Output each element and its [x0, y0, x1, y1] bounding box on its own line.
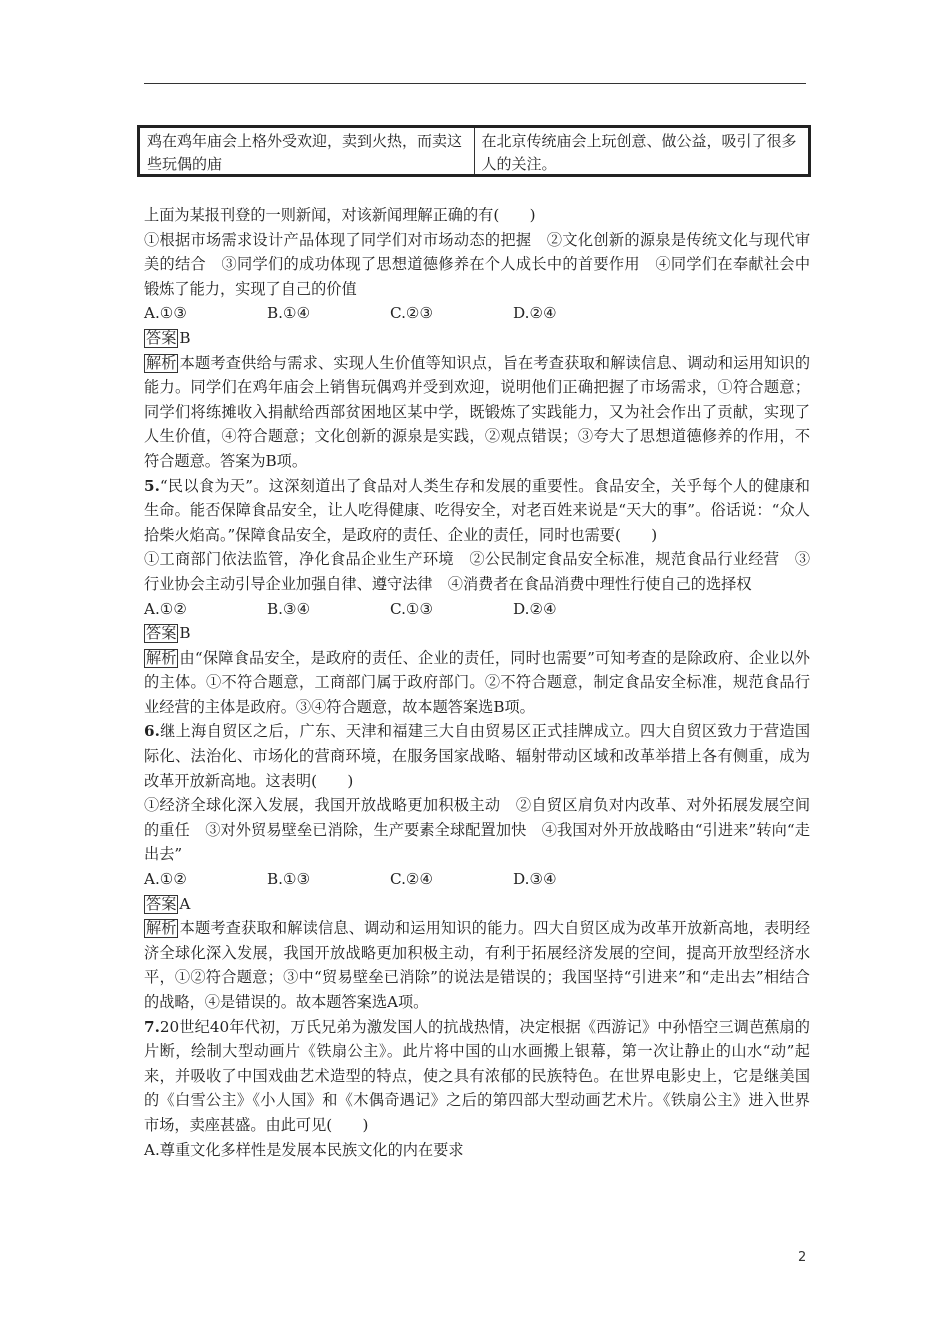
q4-option-d: D.②④ — [513, 304, 557, 323]
q5-option-c: C.①③ — [390, 599, 434, 618]
q4-option-a: A.①③ — [144, 304, 188, 323]
analysis-tag: 解析 — [146, 919, 177, 938]
q6-stem-text: 继上海自贸区之后，广东、天津和福建三大自由贸易区正式挂牌成立。四大自贸区致力于营造国际化、法治化、市场化的营商环境，在服务国家战略、辐射带动区域和改革举措上各有侧重，成为改革开放新高地。这表明( ) — [144, 722, 810, 790]
q6-analysis — [144, 916, 810, 1014]
answer-tag: 答案 — [146, 624, 177, 643]
question-content — [144, 203, 810, 1162]
q5-analysis-text: 由“保障食品安全，是政府的责任、企业的责任，同时也需要”可知考查的是除政府、企业以外的主体。①不符合题意，工商部门属于政府部门。②不符合题意，制定食品安全标准，规范食品行业经营的主体是政府。③④符合题意，故本题答案选B项。 — [144, 648, 810, 716]
q5-options — [144, 597, 810, 622]
q5-option-b: B.③④ — [267, 599, 311, 618]
q6-options — [144, 867, 810, 892]
q6-statements: ①经济全球化深入发展，我国开放战略更加积极主动 ②自贸区肩负对内改革、对外拓展发展空间的重任 ③对外贸易壁垒已消除，生产要素全球配置加快 ④我国对外开放战略由“引进来”转向“走出去” — [144, 796, 810, 864]
q4-option-b: B.①④ — [267, 304, 311, 323]
q5-analysis — [144, 646, 810, 720]
q5-number: 5. — [144, 476, 160, 495]
q6-number: 6. — [144, 722, 160, 741]
q4-options — [144, 301, 810, 326]
q6-option-c: C.②④ — [390, 870, 434, 889]
q5-answer-value: B — [179, 624, 191, 643]
news-table-left-cell: 鸡在鸡年庙会上格外受欢迎，卖到火热，而卖这些玩偶的庙 — [147, 132, 463, 173]
answer-tag: 答案 — [146, 894, 177, 913]
q4-analysis — [144, 351, 810, 474]
header-rule — [144, 83, 806, 84]
analysis-tag: 解析 — [146, 648, 177, 667]
q5-stem — [144, 474, 810, 548]
q6-answer-value: A — [179, 894, 191, 913]
q6-option-b: B.①③ — [267, 870, 311, 889]
q5-option-a: A.①② — [144, 599, 188, 618]
q7-number: 7. — [144, 1017, 160, 1036]
q6-option-a: A.①② — [144, 870, 188, 889]
page-number: 2 — [798, 1250, 807, 1265]
q5-statements: ①工商部门依法监管，净化食品企业生产环境 ②公民制定食品安全标准，规范食品行业经营 ③行业协会主动引导企业加强自律、遵守法律 ④消费者在食品消费中理性行使自己的选择权 — [144, 550, 810, 593]
q7-stem — [144, 1015, 810, 1138]
q6-stem — [144, 719, 810, 793]
q5-option-d: D.②④ — [513, 599, 557, 618]
q4-analysis-text: 本题考查供给与需求、实现人生价值等知识点，旨在考查获取和解读信息、调动和运用知识的能力。同学们在鸡年庙会上销售玩偶鸡并受到欢迎，说明他们正确把握了市场需求，①符合题意；同学们将练摊收入捐献给西部贫困地区某中学，既锻炼了实践能力，又为社会作出了贡献，实现了人生价值，④符合题意；文化创新的源泉是实践，②观点错误；③夸大了思想道德修养的作用，不符合题意。答案为B项。 — [144, 353, 810, 470]
q4-option-c: C.②③ — [390, 304, 434, 323]
q6-analysis-text: 本题考查获取和解读信息、调动和运用知识的能力。四大自贸区成为改革开放新高地，表明经济全球化深入发展，我国开放战略更加积极主动，有利于拓展经济发展的空间，提高开放型经济水平，①②符合题意；③中“贸易壁垒已消除”的说法是错误的；我国坚持“引进来”和“走出去”相结合的战略，④是错误的。故本题答案选A项。 — [144, 919, 810, 1011]
q4-answer-value: B — [179, 328, 191, 347]
q6-answer — [144, 892, 810, 917]
answer-tag: 答案 — [146, 328, 177, 347]
q5-stem-text: “民以食为天”。这深刻道出了食品对人类生存和发展的重要性。食品安全，关乎每个人的健康和生命。能否保障食品安全，让人吃得健康、吃得安全，对老百姓来说是“天大的事”。俗话说：“众人拾柴火焰高。”保障食品安全，是政府的责任、企业的责任，同时也需要( ) — [144, 476, 810, 544]
q5-answer — [144, 621, 810, 646]
q6-option-d: D.③④ — [513, 870, 557, 889]
q4-statements: ①根据市场需求设计产品体现了同学们对市场动态的把握 ②文化创新的源泉是传统文化与现代审美的结合 ③同学们的成功体现了思想道德修养在个人成长中的首要作用 ④同学们在奉献社会中锻炼了能力，实现了自己的价值 — [144, 230, 810, 298]
q7-stem-text: 20世纪40年代初，万氏兄弟为激发国人的抗战热情，决定根据《西游记》中孙悟空三调芭蕉扇的片断，绘制大型动画片《铁扇公主》。此片将中国的山水画搬上银幕，第一次让静止的山水“动”起来，并吸收了中国戏曲艺术造型的特点，使之具有浓郁的民族特色。在世界电影史上，它是继美国的《白雪公主》《小人国》和《木偶奇遇记》之后的第四部大型动画艺术片。《铁扇公主》进入世界市场，卖座甚盛。由此可见( ) — [144, 1017, 810, 1134]
analysis-tag: 解析 — [146, 353, 177, 372]
q4-stem: 上面为某报刊登的一则新闻，对该新闻理解正确的有( ) — [144, 206, 536, 224]
news-table-right-cell: 在北京传统庙会上玩创意、做公益，吸引了很多人的关注。 — [474, 128, 809, 174]
q4-answer — [144, 326, 810, 351]
news-table — [137, 125, 811, 177]
q7-option-a: A.尊重文化多样性是发展本民族文化的内在要求 — [144, 1140, 464, 1159]
